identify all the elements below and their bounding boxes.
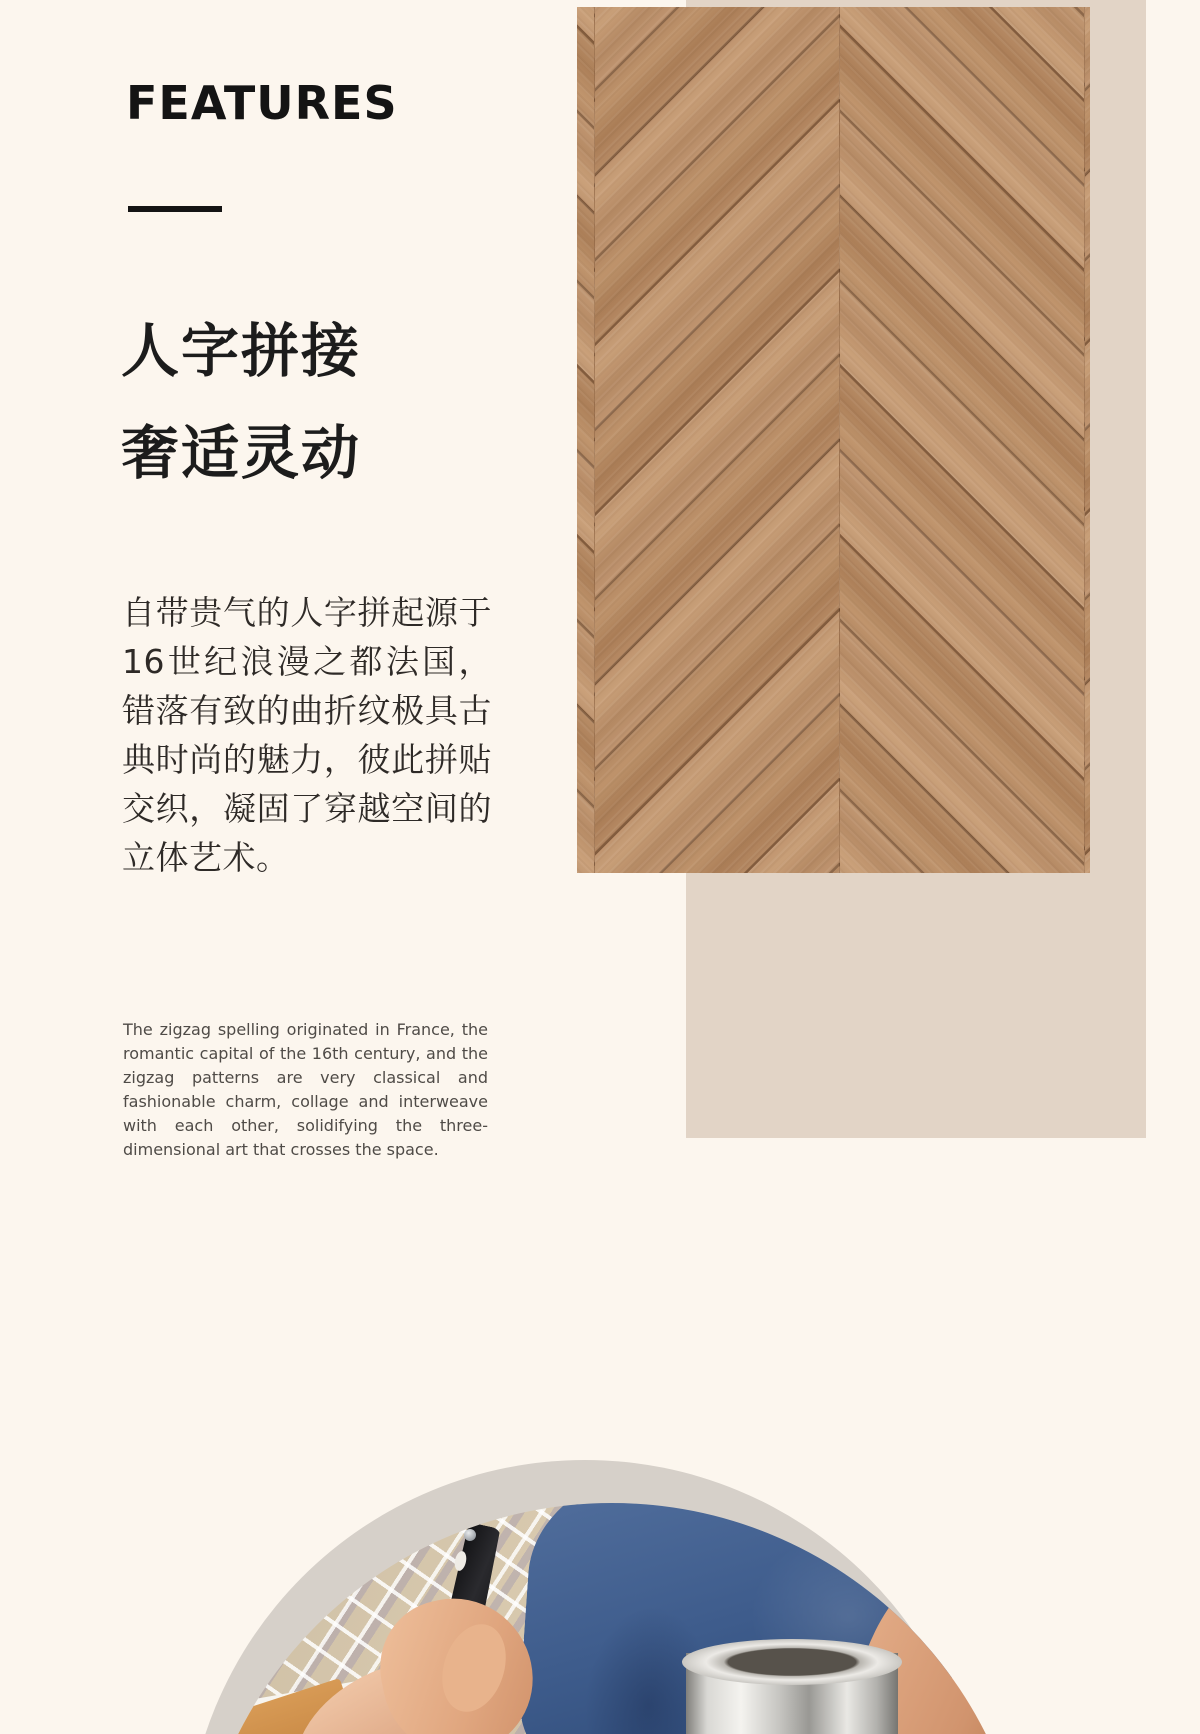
headline-zh-line1: 人字拼接 [121,317,362,385]
description-zh: 自带贵气的人字拼起源于16世纪浪漫之都法国，错落有致的曲折纹极具古典时尚的魅力，彼此拼贴交织，凝固了穿越空间的立体艺术。 [122,593,492,877]
section-title: FEATURES [126,76,398,130]
title-divider-line [128,206,222,212]
wood-column-2 [839,7,1085,873]
paint-can-rim [682,1639,902,1685]
herringbone-floor-image [577,7,1090,873]
description-en: The zigzag spelling originated in France, the romantic capital of the 16th century, and the zigzag patterns are very classical and fashionable charm, collage and interweave with each other, solidifying the three-dimensional art that crosses the space. [123,1020,488,1159]
wood-column-1 [594,7,840,873]
wood-column-sliver-left [577,7,594,873]
headline-zh-line2: 奢适灵动 [121,419,362,487]
worker-photo [194,1503,1030,1734]
wood-column-sliver-right [1084,7,1090,873]
headline-zh [121,300,361,504]
